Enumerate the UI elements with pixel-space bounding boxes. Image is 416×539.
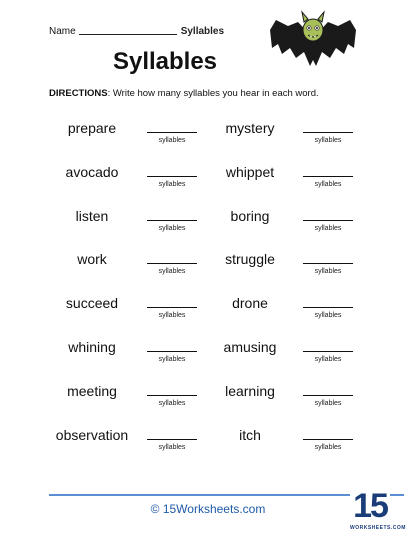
syllables-caption: syllables: [314, 180, 342, 188]
word-item: prepare: [67, 120, 117, 136]
syllables-caption: syllables: [314, 224, 342, 232]
answer-blank[interactable]: [147, 438, 197, 440]
answer-blank[interactable]: [303, 306, 353, 308]
answer-blank[interactable]: [147, 394, 197, 396]
answer-blank[interactable]: [303, 175, 353, 177]
answer-blank[interactable]: [303, 350, 353, 352]
word-item: itch: [239, 426, 261, 443]
syllables-caption: syllables: [158, 356, 186, 363]
word-item: boring: [230, 207, 270, 224]
syllables-caption: syllables: [158, 443, 186, 451]
logo-number: 15: [353, 487, 387, 525]
subject-tag: Syllables: [180, 26, 225, 37]
directions-label: DIRECTIONS: [49, 88, 108, 99]
logo-text: WORKSHEETS.COM: [350, 525, 406, 531]
syllables-caption: syllables: [158, 312, 186, 320]
word-item: meeting: [67, 382, 117, 399]
worksheets-logo: [350, 487, 406, 533]
worksheet-title: Syllables: [112, 48, 218, 75]
word-item: observation: [55, 426, 129, 443]
syllables-caption: syllables: [158, 180, 186, 188]
syllables-caption: syllables: [314, 268, 342, 276]
word-item: amusing: [223, 339, 277, 355]
answer-blank[interactable]: [303, 438, 353, 440]
directions-text: : Write how many syllables you hear in each word.: [107, 88, 319, 99]
answer-blank[interactable]: [147, 219, 197, 221]
name-label: Name: [49, 26, 76, 37]
answer-blank[interactable]: [303, 262, 353, 264]
answer-blank[interactable]: [147, 262, 197, 264]
name-blank[interactable]: [79, 33, 177, 35]
syllables-caption: syllables: [158, 137, 186, 144]
answer-blank[interactable]: [147, 131, 197, 133]
syllables-caption: syllables: [314, 312, 342, 320]
answer-blank[interactable]: [147, 350, 197, 352]
word-item: work: [77, 251, 107, 268]
word-item: listen: [75, 207, 109, 224]
word-item: learning: [225, 382, 275, 399]
syllables-caption: syllables: [158, 268, 186, 276]
answer-blank[interactable]: [303, 219, 353, 221]
word-item: mystery: [225, 120, 275, 136]
syllables-caption: syllables: [314, 399, 342, 407]
answer-blank[interactable]: [147, 306, 197, 308]
syllables-caption: syllables: [314, 443, 342, 451]
answer-blank[interactable]: [303, 394, 353, 396]
syllables-caption: syllables: [158, 399, 186, 407]
word-item: drone: [232, 295, 268, 312]
word-item: struggle: [225, 251, 275, 268]
syllables-caption: syllables: [314, 137, 342, 144]
word-item: succeed: [65, 295, 119, 312]
footer-copyright[interactable]: © 15Worksheets.com: [150, 502, 266, 516]
syllables-caption: syllables: [314, 356, 342, 363]
name-line: [49, 26, 224, 37]
word-item: avocado: [65, 163, 119, 180]
syllables-caption: syllables: [158, 224, 186, 232]
word-item: whining: [68, 339, 116, 355]
answer-blank[interactable]: [147, 175, 197, 177]
directions: [49, 88, 319, 99]
word-item: whippet: [225, 163, 275, 180]
answer-blank[interactable]: [303, 131, 353, 133]
